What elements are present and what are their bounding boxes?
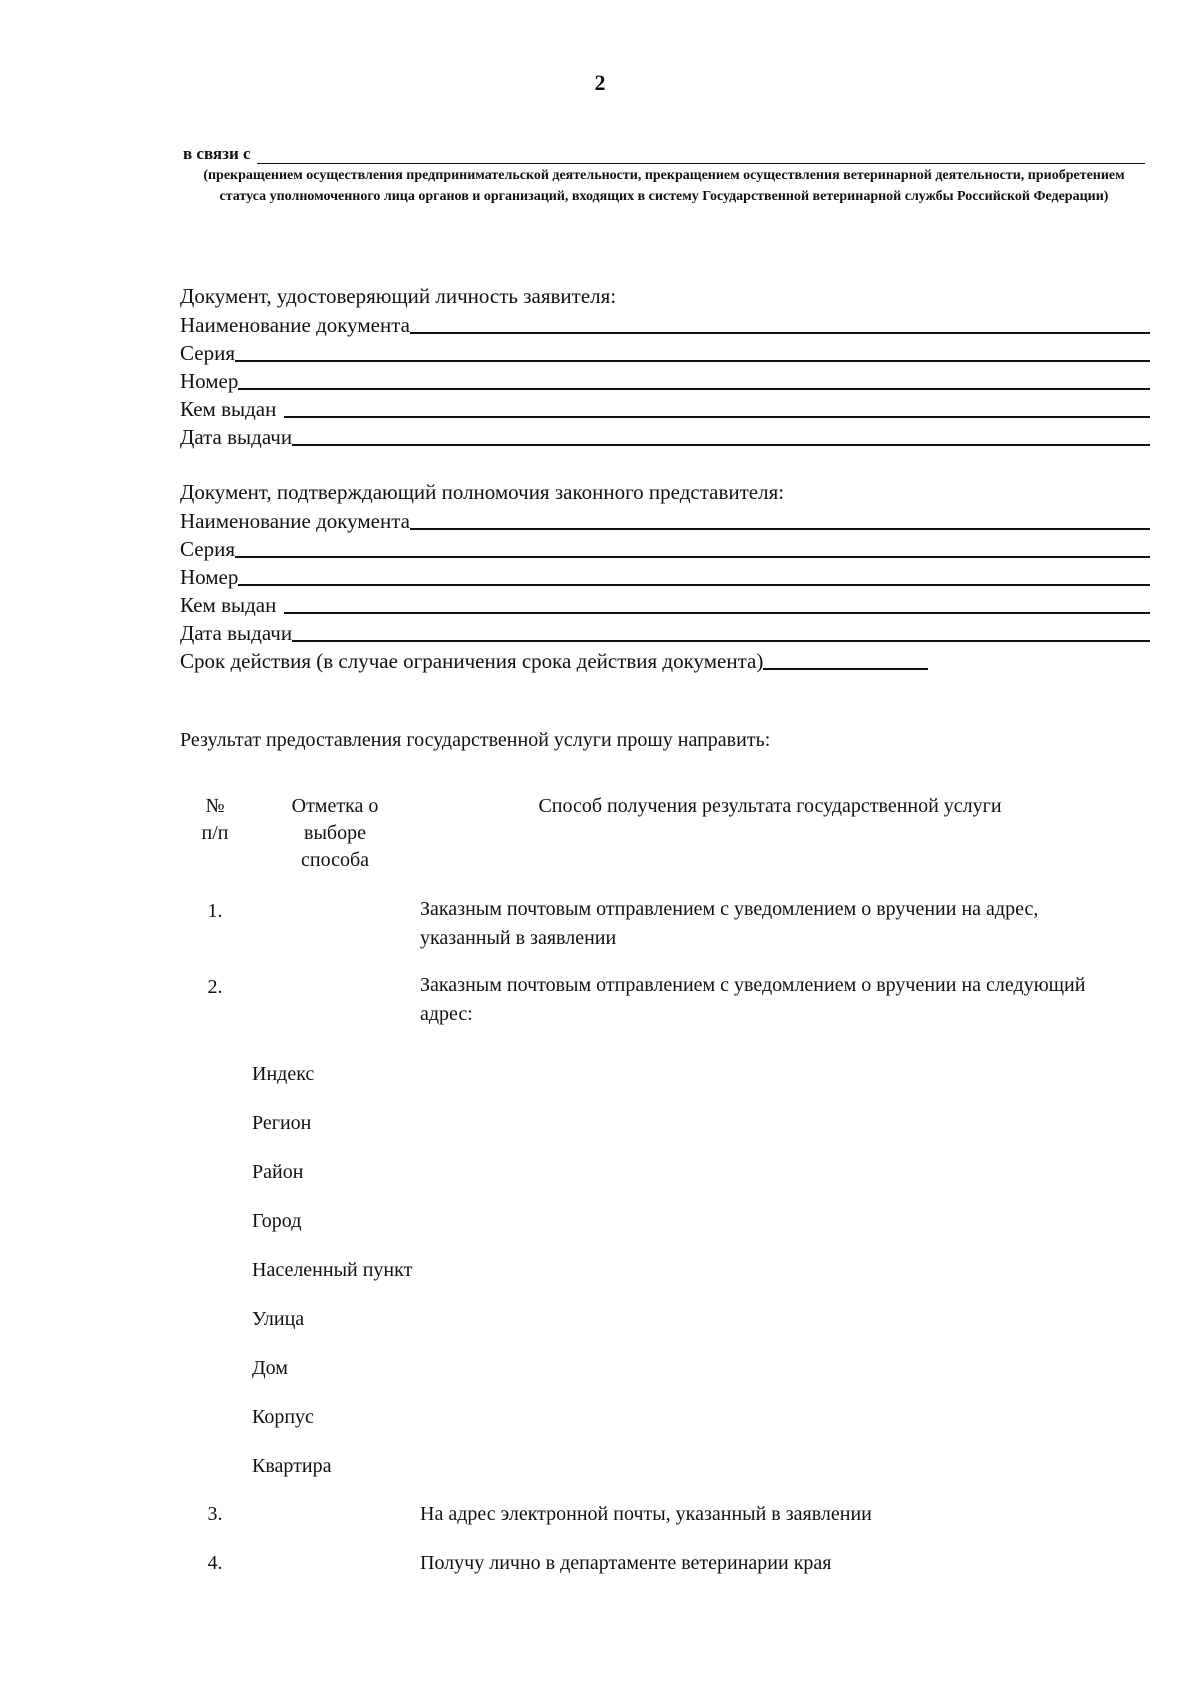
field-label: Наименование документа	[180, 313, 410, 337]
address-field-label: Корпус	[252, 1406, 314, 1428]
representative-document-issuer-field	[180, 590, 1150, 618]
number-input-line[interactable]	[238, 564, 1150, 586]
identity-document-section	[180, 282, 1150, 450]
field-label: Серия	[180, 537, 235, 561]
field-label: Дата выдачи	[180, 621, 293, 645]
representative-document-date-field	[180, 618, 1150, 646]
validity-input-line[interactable]	[763, 648, 928, 670]
column-header-number: № п/п	[201, 795, 229, 844]
identity-document-series-field	[180, 338, 1150, 366]
representative-document-validity-field	[180, 646, 1150, 674]
identity-document-date-field	[180, 422, 1150, 450]
issue-date-input-line[interactable]	[292, 620, 1150, 642]
address-field-label: Населенный пункт	[252, 1259, 413, 1281]
address-field-label: Район	[252, 1161, 304, 1183]
field-label: Номер	[180, 369, 239, 393]
representative-document-series-field	[180, 534, 1150, 562]
row-method-text: Получу лично в департаменте ветеринарии края	[420, 1552, 832, 1574]
series-input-line[interactable]	[235, 536, 1150, 558]
field-label: Наименование документа	[180, 509, 410, 533]
reason-input-line[interactable]	[257, 145, 1145, 164]
address-field-label: Город	[252, 1210, 302, 1232]
document-name-input-line[interactable]	[410, 312, 1150, 334]
document-name-input-line[interactable]	[410, 508, 1150, 530]
field-label: Кем выдан	[180, 397, 277, 421]
row-number: 2.	[207, 976, 223, 998]
address-field-label: Квартира	[252, 1455, 332, 1477]
reason-field	[183, 138, 1145, 164]
identity-document-heading: Документ, удостоверяющий личность заявителя:	[180, 284, 617, 308]
series-input-line[interactable]	[235, 340, 1150, 362]
result-heading: Результат предоставления государственной услуги прошу направить:	[180, 729, 771, 751]
identity-document-issuer-field	[180, 394, 1150, 422]
address-field-label: Регион	[252, 1112, 312, 1134]
column-header-method: Способ получения результата государственной услуги	[538, 795, 1002, 817]
column-header-mark: Отметка о выборе способа	[291, 795, 379, 871]
page-number: 2	[594, 70, 606, 95]
representative-document-heading: Документ, подтверждающий полномочия законного представителя:	[180, 480, 785, 504]
row-number: 3.	[207, 1503, 223, 1525]
field-label: Серия	[180, 341, 235, 365]
row-number: 4.	[207, 1552, 223, 1574]
field-label: Срок действия (в случае ограничения срока действия документа)	[180, 649, 764, 673]
field-label: Кем выдан	[180, 593, 277, 617]
address-field-label: Индекс	[252, 1063, 315, 1085]
issuer-input-line[interactable]	[284, 396, 1150, 418]
row-number: 1.	[207, 900, 223, 922]
number-input-line[interactable]	[238, 368, 1150, 390]
representative-document-name-field	[180, 506, 1150, 534]
row-method-text: Заказным почтовым отправлением с уведомлением о вручении на адрес, указанный в заявлении	[420, 898, 1039, 949]
field-label: Номер	[180, 565, 239, 589]
representative-document-section	[180, 478, 1150, 674]
identity-document-number-field	[180, 366, 1150, 394]
address-field-label: Дом	[252, 1357, 288, 1379]
representative-document-number-field	[180, 562, 1150, 590]
issue-date-input-line[interactable]	[292, 424, 1150, 446]
field-label: Дата выдачи	[180, 425, 293, 449]
reason-hint: (прекращением осуществления предпринимательской деятельности, прекращением осуществления ветеринарной деятельности, приобретением статуса уполномоченного лица органов и организаций, входящих в систему Государственной ветеринарной службы Российской Федерации)	[203, 168, 1125, 204]
reason-label: в связи с	[183, 144, 251, 163]
identity-document-name-field	[180, 310, 1150, 338]
row-method-text: Заказным почтовым отправлением с уведомлением о вручении на следующий адрес:	[420, 974, 1086, 1025]
row-method-text: На адрес электронной почты, указанный в заявлении	[420, 1503, 872, 1525]
issuer-input-line[interactable]	[284, 592, 1150, 614]
address-field-label: Улица	[252, 1308, 305, 1330]
